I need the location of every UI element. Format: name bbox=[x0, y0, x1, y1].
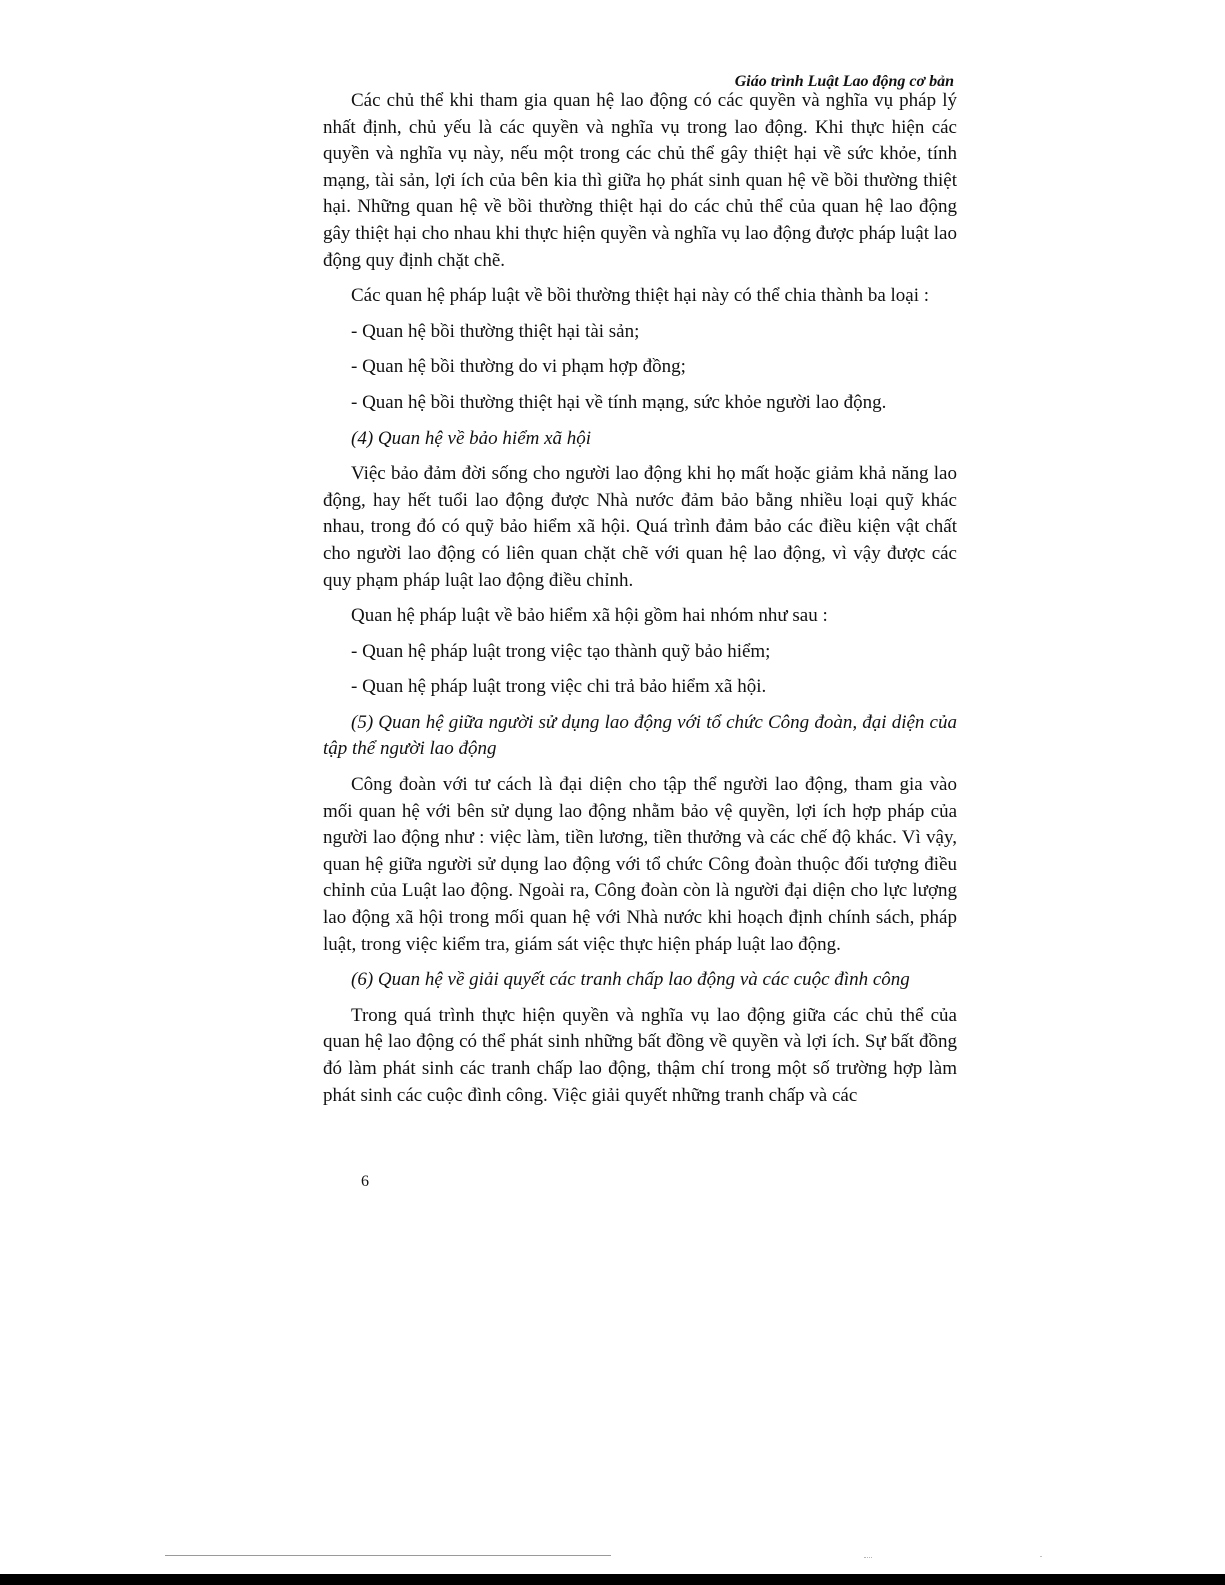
running-header: Giáo trình Luật Lao động cơ bản bbox=[734, 73, 954, 90]
list-item-life-health-damage: - Quan hệ bồi thường thiệt hại về tính mạng, sức khỏe người lao động. bbox=[351, 391, 887, 413]
list-item-contract-breach: - Quan hệ bồi thường do vi phạm hợp đồng; bbox=[351, 356, 686, 378]
list-item-insurance-payment: - Quan hệ pháp luật trong việc chi trả bảo hiểm xã hội. bbox=[351, 676, 767, 698]
paragraph-trade-union: Công đoàn với tư cách là đại diện cho tập thể người lao động, tham gia vào mối quan hệ với bên sử dụng lao động nhằm bảo vệ quyền, lợi ích hợp pháp của người lao động như : việc làm, tiền lương, tiền thưởng và các chế độ khác. Vì vậy, quan hệ giữa người sử dụng lao động với tổ chức Công đoàn thuộc đối tượng điều chỉnh của Luật lao động. Ngoài ra, Công đoàn còn là người đại diện cho lực lượng lao động xã hội trong mối quan hệ với Nhà nước khi hoạch định chính sách, pháp luật, trong việc kiểm tra, giám sát việc thực hiện pháp luật lao động. bbox=[323, 774, 957, 955]
page-number: 6 bbox=[361, 1173, 369, 1190]
footnote-separator bbox=[165, 1555, 611, 1556]
paragraph-social-insurance-groups-intro: Quan hệ pháp luật về bảo hiểm xã hội gồm hai nhóm như sau : bbox=[351, 605, 828, 627]
scan-speck bbox=[1040, 1556, 1042, 1557]
list-item-insurance-fund: - Quan hệ pháp luật trong việc tạo thành quỹ bảo hiểm; bbox=[351, 640, 771, 662]
section-heading-labour-disputes: (6) Quan hệ về giải quyết các tranh chấp lao động và các cuộc đình công bbox=[351, 969, 910, 991]
paragraph-damage-compensation: Các chủ thể khi tham gia quan hệ lao động có các quyền và nghĩa vụ pháp lý nhất định, chủ yếu là các quyền và nghĩa vụ trong lao động. Khi thực hiện các quyền và nghĩa vụ này, nếu một trong các chủ thể gây thiệt hại về sức khỏe, tính mạng, tài sản, lợi ích của bên kia thì giữa họ phát sinh quan hệ về bồi thường thiệt hại. Những quan hệ về bồi thường thiệt hại do các chủ thể của quan hệ lao động gây thiệt hại cho nhau khi thực hiện quyền và nghĩa vụ lao động được pháp luật lao động quy định chặt chẽ. bbox=[323, 90, 957, 271]
section-heading-social-insurance: (4) Quan hệ về bảo hiểm xã hội bbox=[351, 427, 592, 449]
section-heading-trade-union: (5) Quan hệ giữa người sử dụng lao động với tổ chức Công đoàn, đại diện của tập thể người lao động bbox=[323, 711, 957, 760]
paragraph-compensation-types-intro: Các quan hệ pháp luật về bồi thường thiệt hại này có thể chia thành ba loại : bbox=[351, 285, 930, 307]
scan-speck bbox=[864, 1557, 872, 1558]
list-item-property-damage: - Quan hệ bồi thường thiệt hại tài sản; bbox=[351, 320, 640, 342]
paragraph-labour-disputes: Trong quá trình thực hiện quyền và nghĩa vụ lao động giữa các chủ thể của quan hệ lao động có thể phát sinh những bất đồng về quyền và lợi ích. Sự bất đồng đó làm phát sinh các tranh chấp lao động, thậm chí trong một số trường hợp làm phát sinh các cuộc đình công. Việc giải quyết những tranh chấp và các bbox=[323, 1004, 957, 1106]
paragraph-social-insurance: Việc bảo đảm đời sống cho người lao động khi họ mất hoặc giảm khả năng lao động, hay hết tuổi lao động được Nhà nước đảm bảo bằng nhiều loại quỹ khác nhau, trong đó có quỹ bảo hiểm xã hội. Quá trình đảm bảo các điều kiện vật chất cho người lao động có liên quan chặt chẽ với quan hệ lao động, vì vậy được các quy phạm pháp luật lao động điều chỉnh. bbox=[323, 463, 957, 591]
page-body bbox=[323, 88, 957, 1118]
scan-edge-bar bbox=[0, 1574, 1225, 1585]
